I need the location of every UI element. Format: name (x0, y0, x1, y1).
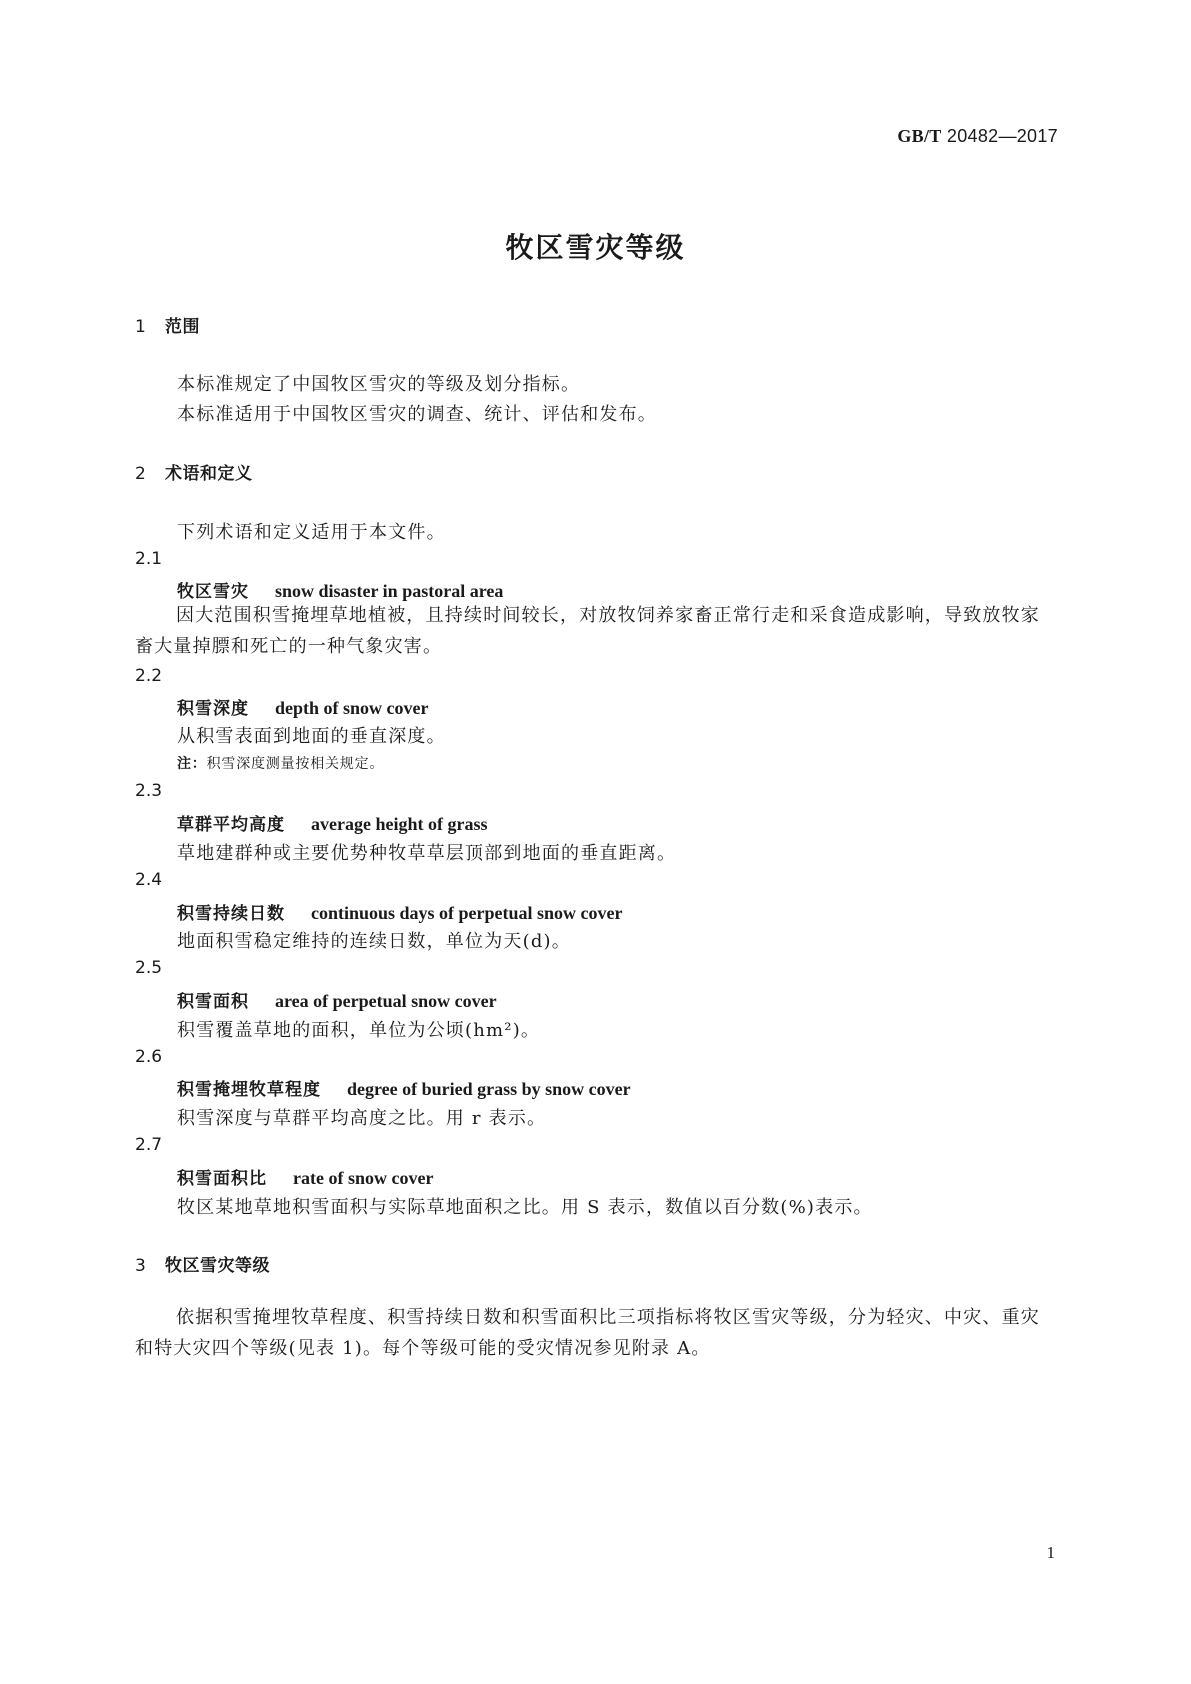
term-en: continuous days of perpetual snow cover (311, 903, 623, 923)
term-en: degree of buried grass by snow cover (347, 1079, 631, 1099)
term-definition: 从积雪表面到地面的垂直深度。 (177, 726, 446, 747)
section-number: 3 (135, 1256, 147, 1276)
note-text: 积雪深度测量按相关规定。 (206, 756, 385, 772)
section-number: 1 (135, 317, 147, 337)
standard-code-number: 20482—2017 (946, 126, 1058, 146)
section-title: 牧区雪灾等级 (165, 1256, 270, 1276)
note-label: 注： (177, 756, 207, 772)
term-heading (177, 987, 497, 1012)
term-number: 2.2 (135, 666, 163, 686)
terms-intro: 下列术语和定义适用于本文件。 (177, 522, 446, 543)
grading-paragraph: 依据积雪掩埋牧草程度、积雪持续日数和积雪面积比三项指标将牧区雪灾等级，分为轻灾、中灾、重灾和特大灾四个等级(见表 1)。每个等级可能的受灾情况参见附录 A。 (135, 1307, 1040, 1359)
section-title: 术语和定义 (165, 464, 253, 484)
section-3-heading (135, 1251, 270, 1276)
term-zh: 草群平均高度 (177, 815, 285, 835)
term-definition: 牧区某地草地积雪面积与实际草地面积之比。用 S 表示，数值以百分数(%)表示。 (177, 1197, 873, 1218)
term-definition: 积雪覆盖草地的面积，单位为公顷(hm²)。 (177, 1020, 541, 1041)
section-number: 2 (135, 464, 147, 484)
term-number: 2.4 (135, 870, 163, 890)
term-zh: 积雪深度 (177, 699, 249, 719)
term-heading (177, 899, 623, 924)
term-en: rate of snow cover (293, 1168, 434, 1188)
term-zh: 积雪掩埋牧草程度 (177, 1080, 321, 1100)
term-en: depth of snow cover (275, 698, 429, 718)
standard-code (897, 126, 1058, 147)
document-title: 牧区雪灾等级 (505, 231, 686, 264)
term-definition: 积雪深度与草群平均高度之比。用 r 表示。 (177, 1108, 547, 1129)
term-heading (177, 577, 503, 602)
standard-code-prefix: GB/T (897, 126, 942, 146)
term-heading (177, 1075, 631, 1100)
term-number: 2.1 (135, 549, 163, 569)
term-en: average height of grass (311, 814, 488, 834)
term-heading (177, 1164, 433, 1189)
page-number: 1 (1046, 1543, 1055, 1562)
term-zh: 积雪面积比 (177, 1169, 267, 1189)
term-definition: 草地建群种或主要优势种牧草草层顶部到地面的垂直距离。 (177, 843, 677, 864)
term-zh: 积雪面积 (177, 992, 249, 1012)
term-number: 2.6 (135, 1047, 163, 1067)
scope-line-2: 本标准适用于中国牧区雪灾的调查、统计、评估和发布。 (177, 404, 657, 425)
term-number: 2.7 (135, 1135, 163, 1155)
scope-line-1: 本标准规定了中国牧区雪灾的等级及划分指标。 (177, 374, 581, 395)
section-2-heading (135, 459, 253, 484)
section-title: 范围 (165, 317, 200, 337)
term-definition: 因大范围积雪掩埋草地植被，且持续时间较长，对放牧饲养家畜正常行走和采食造成影响，导致放牧家畜大量掉膘和死亡的一种气象灾害。 (135, 605, 1040, 657)
term-zh: 牧区雪灾 (177, 582, 249, 602)
term-definition: 地面积雪稳定维持的连续日数，单位为天(d)。 (177, 931, 571, 952)
term-en: snow disaster in pastoral area (275, 581, 504, 601)
term-number: 2.3 (135, 781, 163, 801)
term-heading (177, 694, 429, 719)
term-note (177, 753, 384, 773)
section-1-heading (135, 312, 200, 337)
term-heading (177, 810, 487, 835)
term-zh: 积雪持续日数 (177, 904, 285, 924)
term-number: 2.5 (135, 958, 163, 978)
term-en: area of perpetual snow cover (275, 991, 497, 1011)
